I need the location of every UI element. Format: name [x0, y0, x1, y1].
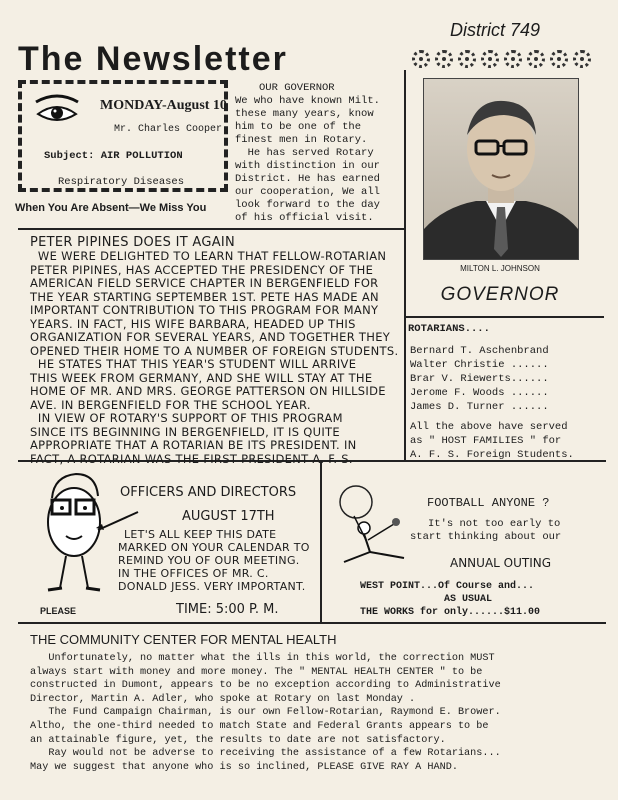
football-line: start thinking about our — [410, 531, 562, 543]
pipines-line: ORGANIZATION FOR SEVERAL YEARS, AND TOGETHER THEY — [30, 330, 391, 344]
divider — [18, 228, 404, 230]
governor-photo — [423, 78, 579, 260]
rotarians-heading: ROTARIANS.... — [408, 323, 490, 335]
community-line: constructed in Dumont, appears to be no exception according to Administrative — [30, 680, 501, 692]
pipines-line: THIS WEEK FROM GERMANY, AND SHE WILL STAY AT THE — [30, 370, 373, 385]
governor-note-line: him to be one of the — [235, 121, 362, 133]
officers-line: DONALD JESS. VERY IMPORTANT. — [118, 580, 306, 593]
governor-note-line: He has served Rotary — [235, 147, 374, 159]
community-line: The Fund Campaign Chairman, is our own Fellow-Rotarian, Raymond E. Brower. — [30, 707, 501, 719]
rotary-wheel-icon — [481, 50, 499, 68]
governor-title: GOVERNOR — [440, 284, 560, 305]
community-line: always start with money and more money. The " MENTAL HEALTH CENTER " to be — [30, 666, 483, 678]
rotarian-name: James D. Turner ...... — [410, 401, 549, 413]
pipines-line: APPROPRIATE THAT A ROTARIAN BE ITS PRESIDENT. IN — [30, 438, 357, 452]
cheerleader-illustration — [336, 480, 410, 576]
officers-line: IN THE OFFICES OF MR. C. — [118, 567, 269, 580]
community-line: Unfortunately, no matter what the ills in this world, the correction MUST — [30, 653, 495, 664]
officers-line: REMIND YOU OF OUR MEETING. — [118, 554, 300, 567]
pipines-line: THE YEAR STARTING SEPTEMBER 1ST. PETE HAS MADE AN — [30, 289, 379, 304]
pipines-line: HOME OF MR. AND MRS. GEORGE PATTERSON ON HILLSIDE — [30, 384, 386, 398]
governor-note-line: our cooperation, We all — [235, 186, 380, 198]
governor-note-line: District. He has earned — [235, 173, 380, 185]
rotarians-footer-line: A. F. S. Foreign Students. — [410, 449, 574, 461]
governor-note-line: look forward to the day — [235, 199, 380, 211]
officers-date: AUGUST 17TH — [182, 509, 275, 524]
meeting-subject: Subject: AIR POLLUTION — [44, 150, 183, 162]
rotary-wheel-icon — [550, 50, 568, 68]
pipines-line: IMPORTANT CONTRIBUTION TO THIS PROGRAM FOR MANY — [30, 303, 379, 317]
rotarian-name: Walter Christie ...... — [410, 359, 549, 371]
rotarians-footer-line: All the above have served — [410, 421, 568, 433]
governor-name: MILTON L. JOHNSON — [460, 264, 540, 273]
governor-note-heading: OUR GOVERNOR — [259, 82, 335, 94]
divider — [18, 622, 606, 624]
newsletter-title: The Newsletter — [18, 40, 288, 78]
divider — [320, 462, 322, 622]
officers-line: MARKED ON YOUR CALENDAR TO — [118, 541, 310, 554]
governor-note-line: finest men in Rotary. — [235, 134, 368, 146]
pipines-line: AVE. IN BERGENFIELD FOR THE SCHOOL YEAR. — [30, 397, 311, 412]
community-heading: THE COMMUNITY CENTER FOR MENTAL HEALTH — [30, 632, 337, 647]
governor-note-line: with distinction in our — [235, 160, 380, 172]
officers-time: TIME: 5:00 P. M. — [176, 602, 279, 617]
football-line: It's not too early to — [428, 518, 561, 530]
community-line: Altho, the one-third needed to match State and Federal Grants appears to be — [30, 721, 489, 732]
rotary-wheel-icon — [458, 50, 476, 68]
community-line: Ray would not be adverse to receiving the assistance of a few Rotarians... — [30, 748, 501, 760]
pipines-line: WE WERE DELIGHTED TO LEARN THAT FELLOW-ROTARIAN — [30, 249, 387, 263]
outing-detail-line: AS USUAL — [444, 594, 493, 605]
pipines-line: YEARS. IN FACT, HIS WIFE BARBARA, HEADED UP THIS — [30, 316, 356, 331]
officers-line: LET'S ALL KEEP THIS DATE — [124, 528, 277, 541]
meeting-speaker: Mr. Charles Cooper — [114, 124, 223, 135]
football-heading: FOOTBALL ANYONE ? — [427, 496, 550, 510]
rotary-wheel-icon — [527, 50, 545, 68]
rotarians-footer-line: as " HOST FAMILIES " for — [410, 435, 562, 447]
rotarian-name: Jerome F. Woods ...... — [410, 387, 549, 399]
rotarian-name: Brar V. Riewerts...... — [410, 373, 549, 385]
meeting-box — [18, 80, 228, 192]
pipines-heading: PETER PIPINES DOES IT AGAIN — [30, 235, 236, 250]
divider — [404, 316, 604, 318]
outing-detail-line: THE WORKS for only......$11.00 — [360, 607, 541, 618]
community-line: May we suggest that anyone who is so inclined, PLEASE GIVE RAY A HAND. — [30, 761, 458, 773]
outing-detail-line: WEST POINT...Of Course and... — [360, 581, 535, 592]
officers-heading: OFFICERS AND DIRECTORS — [120, 485, 297, 500]
governor-note-line: We who have known Milt. — [235, 95, 380, 107]
pipines-line: PETER PIPINES, HAS ACCEPTED THE PRESIDENCY OF THE — [30, 262, 374, 277]
absent-tagline: When You Are Absent—We Miss You — [15, 202, 207, 214]
meeting-date: MONDAY-August 10 — [100, 98, 227, 113]
annual-outing: ANNUAL OUTING — [450, 556, 552, 570]
meeting-topic: Respiratory Diseases — [58, 176, 185, 188]
governor-note-line: of his official visit. — [235, 212, 374, 224]
divider — [404, 70, 406, 460]
pipines-line: SINCE ITS BEGINNING IN BERGENFIELD, IT IS QUITE — [30, 424, 340, 439]
governor-note-line: these many years, know — [235, 108, 374, 120]
please-label: PLEASE — [40, 606, 77, 616]
pipines-line: HE STATES THAT THIS YEAR'S STUDENT WILL ARRIVE — [30, 357, 357, 371]
community-line: Director, Martin A. Adler, who spoke at Rotary on last Monday . — [30, 693, 416, 705]
pipines-line: IN VIEW OF ROTARY'S SUPPORT OF THIS PROGRAM — [30, 411, 343, 425]
pipines-line: OPENED THEIR HOME TO A NUMBER OF FOREIGN STUDENTS. — [30, 343, 399, 358]
rotary-wheel-icon — [573, 50, 591, 68]
community-line: an attainable figure, yet, the results to date are not satisfactory. — [30, 734, 446, 746]
rotarian-name: Bernard T. Aschenbrand — [410, 345, 549, 357]
rotary-wheel-icon — [504, 50, 522, 68]
rotary-wheel-icon — [412, 50, 430, 68]
eye-icon — [34, 92, 80, 126]
rotary-wheel-icon — [435, 50, 453, 68]
pipines-line: AMERICAN FIELD SERVICE CHAPTER IN BERGENFIELD FOR — [30, 276, 379, 290]
pipines-line: FACT, A ROTARIAN WAS THE FIRST PRESIDENT A. F. S. — [30, 451, 353, 466]
district-label: District 749 — [450, 20, 541, 40]
